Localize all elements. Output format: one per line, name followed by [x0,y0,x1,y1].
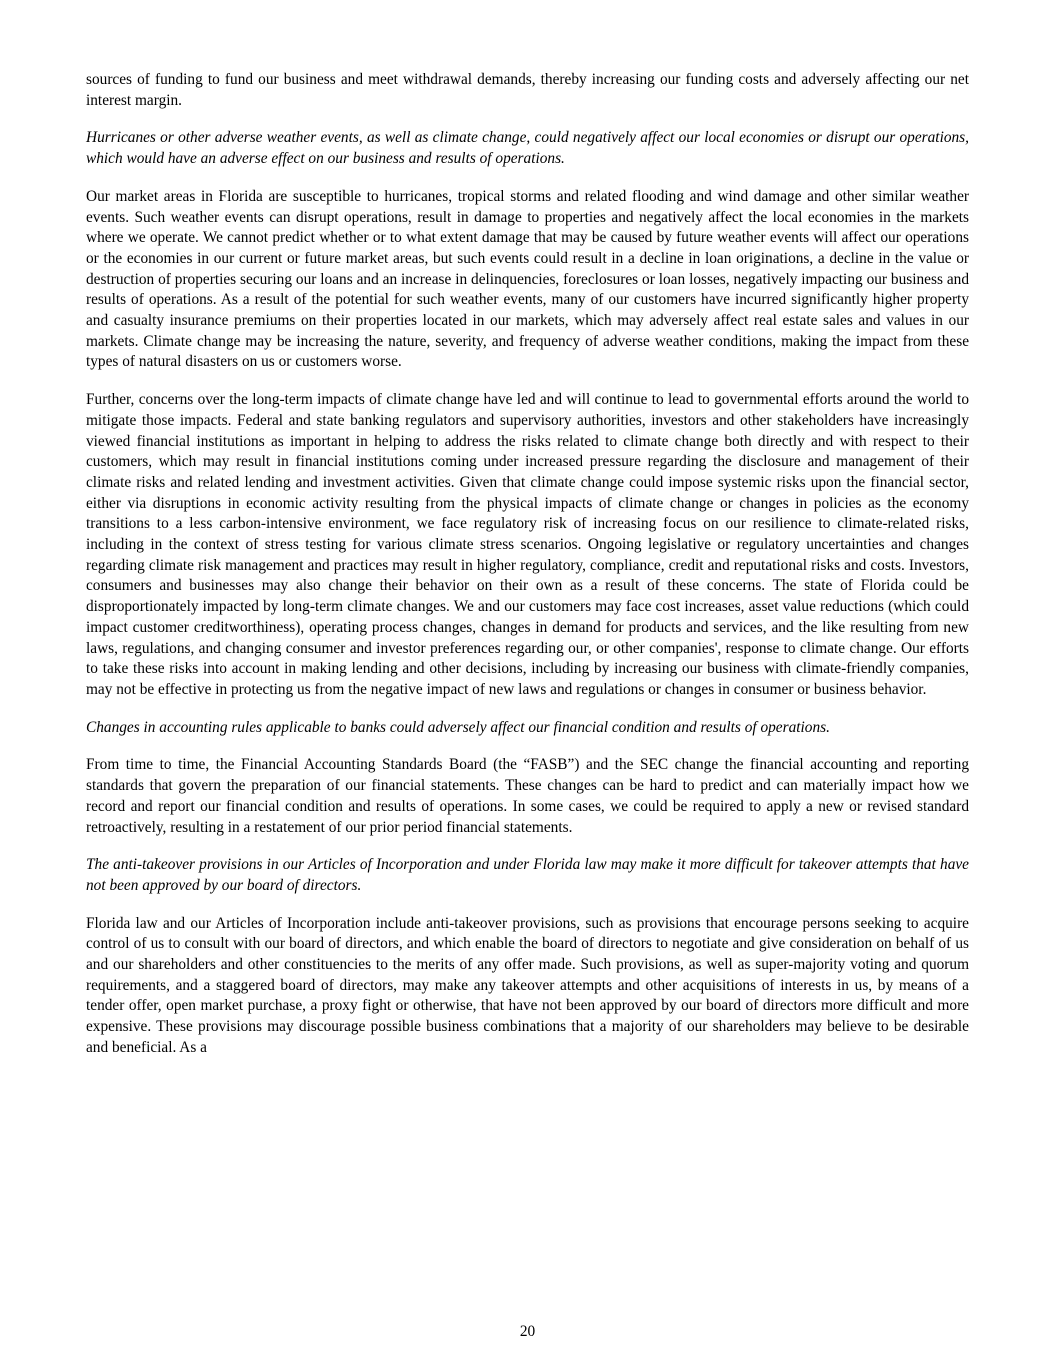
paragraph-florida-weather-events: Our market areas in Florida are susceptible to hurricanes, tropical storms and related flooding and wind damage and other similar weather events. Such weather events can disrupt operations, result in damage to properties and negatively affect the local economies in the markets where we operate. We cannot predict whether or to what extent damage that may be caused by future weather events will affect our operations or the economies in our current or future market areas, but such events could result in a decline in loan originations, a decline in the value or destruction of properties securing our loans and an increase in delinquencies, foreclosures or loan losses, negatively impacting our business and results of operations. As a result of the potential for such weather events, many of our customers have incurred significantly higher property and casualty insurance premiums on their properties located in our markets, which may adversely affect real estate sales and values in our markets. Climate change may be increasing the nature, severity, and frequency of adverse weather conditions, making the impact from these types of natural disasters on us or customers worse. [86,187,969,371]
heading-accounting-rules-risk: Changes in accounting rules applicable to banks could adversely affect our financial condition and results of operations. [86,718,830,736]
paragraph-anti-takeover-provisions: Florida law and our Articles of Incorporation include anti-takeover provisions, such as provisions that encourage persons seeking to acquire control of us to consult with our board of directors, and which enable the board of directors to negotiate and give consideration on behalf of us and our shareholders and other constituencies to the merits of any offer made. Such provisions, as well as super-majority voting and quorum requirements, and a staggered board of directors, may make any takeover attempts and other acquisitions of interests in us, by means of a tender offer, open market purchase, a proxy fight or otherwise, that have not been approved by our board of directors more difficult and more expensive. These provisions may discourage possible business combinations that a majority of our shareholders may believe to be desirable and beneficial. As a [86,914,969,1056]
page-number: 20 [519,1323,536,1340]
heading-anti-takeover-risk: The anti-takeover provisions in our Articles of Incorporation and under Florida law may make it more difficult for takeover attempts that have not been approved by our board of directors. [86,856,969,894]
heading-hurricanes-climate-risk: Hurricanes or other adverse weather events, as well as climate change, could negatively affect our local economies or disrupt our operations, which would have an adverse effect on our business and results of operations. [86,129,969,168]
paragraph-climate-change-concerns: Further, concerns over the long-term impacts of climate change have led and will continue to lead to governmental efforts around the world to mitigate those impacts. Federal and state banking regulators and supervisory authorities, investors and other stakeholders have increasingly viewed financial institutions as important in helping to address the risks related to climate change both directly and with respect to their customers, which may result in financial institutions coming under increased pressure regarding the disclosure and management of their climate risks and related lending and investment activities. Given that climate change could impose systemic risks upon the financial sector, either via disruptions in economic activity resulting from the physical impacts of climate change or changes in policies as the economy transitions to a less carbon-intensive environment, we face regulatory risk of increasing focus on our resilience to climate-related risks, including in the context of stress testing for various climate stress scenarios. Ongoing legislative or regulatory uncertainties and changes regarding climate risk management and practices may result in higher regulatory, compliance, credit and reputational risks and costs. Investors, consumers and businesses may also change their behavior on their own as a result of these concerns. The state of Florida could be disproportionately impacted by long-term climate changes. We and our customers may face cost increases, asset value reductions (which could impact customer creditworthiness), operating process changes, changes in demand for products and services, and the like resulting from new laws, regulations, and changing consumer and investor preferences regarding our, or other companies', response to climate change. Our efforts to take these risks into account in making lending and other decisions, including by increasing our business with climate-friendly companies, may not be effective in protecting us from the negative impact of new laws and regulations or changes in consumer or business behavior. [86,391,969,698]
paragraph-funding-continuation: sources of funding to fund our business and meet withdrawal demands, thereby increasing our funding costs and adversely affecting our net interest margin. [86,71,969,109]
document-body [86,70,969,1076]
paragraph-fasb-sec-changes: From time to time, the Financial Accounting Standards Board (the “FASB”) and the SEC change the financial accounting and reporting standards that govern the preparation of our financial statements. These changes can be hard to predict and can materially impact how we record and report our financial condition and results of operations. In some cases, we could be required to apply a new or revised standard retroactively, resulting in a restatement of our prior period financial statements. [86,756,969,836]
